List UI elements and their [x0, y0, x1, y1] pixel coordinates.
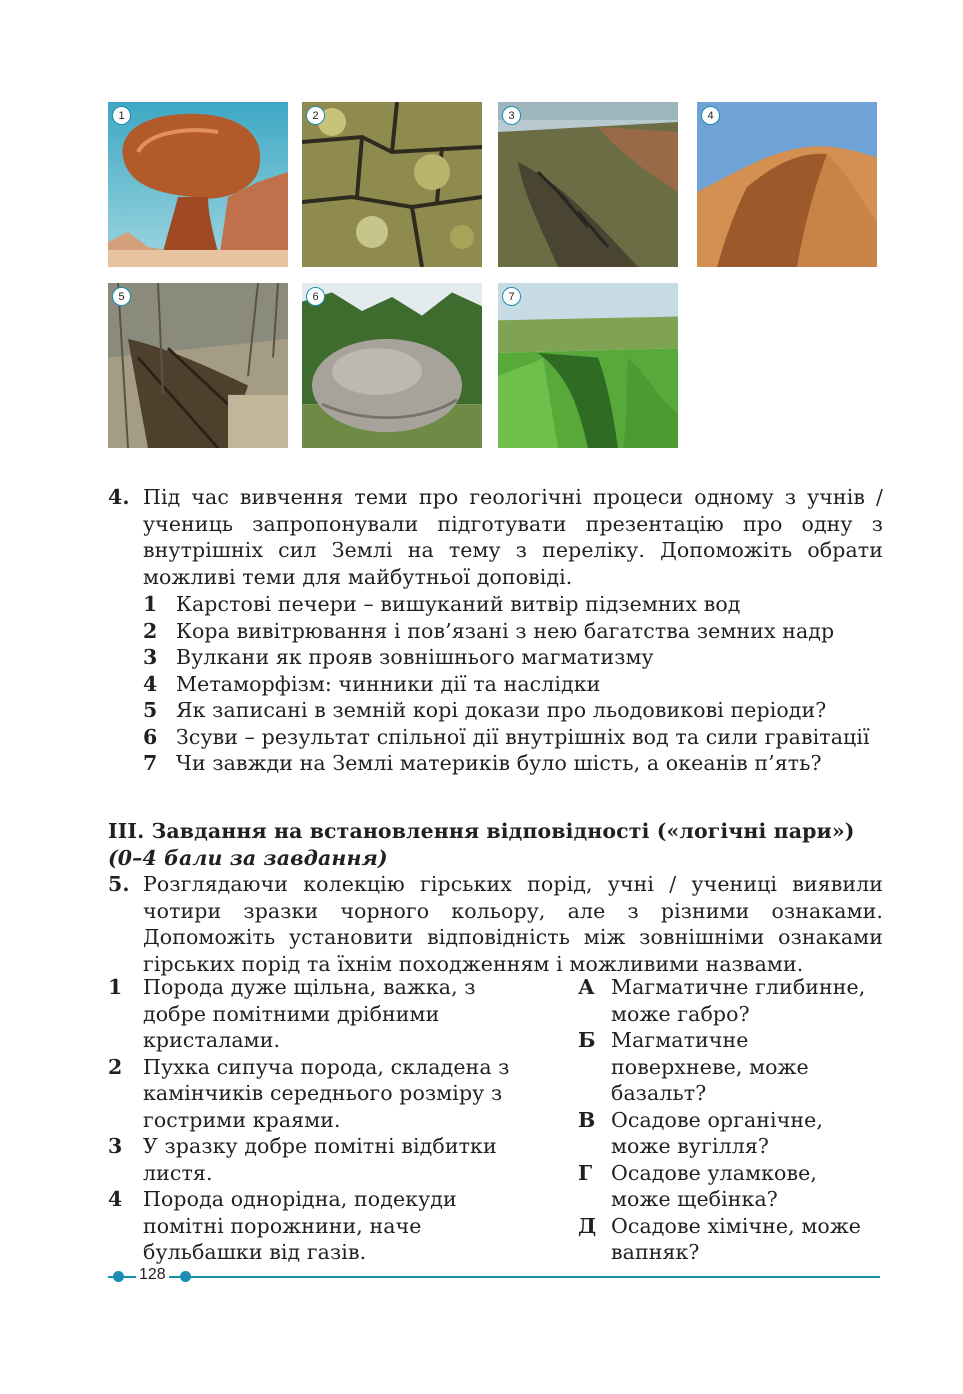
photo-number-badge: 7	[502, 287, 521, 306]
feature-item	[108, 1054, 528, 1134]
question-number: 4.	[108, 485, 130, 509]
photo-3-landslide-cliff	[498, 102, 678, 267]
option-text: Вулкани як прояв зовнішнього магматизму	[176, 645, 654, 669]
photo-number-badge: 4	[701, 106, 720, 125]
feature-number: 3	[108, 1134, 123, 1158]
section-subtitle: (0–4 бали за завдання)	[108, 846, 388, 870]
footer-dot	[113, 1271, 124, 1282]
photo-5-ravine-erosion	[108, 283, 288, 448]
photo-number-badge: 1	[112, 106, 131, 125]
photo-7-green-gully	[498, 283, 678, 448]
photo-6-glacial-boulder	[302, 283, 482, 448]
feature-text: У зразку добре помітні відбитки листя.	[143, 1134, 497, 1185]
option-number: 3	[143, 645, 158, 669]
origin-text: Магматичне поверхневе, може базальт?	[611, 1028, 809, 1105]
feature-number: 1	[108, 975, 123, 999]
question-text: Під час вивчення теми про геологічні процеси одному з учнів / учениць запропонували підготувати презентацію про одну з внутрішніх сил Землі на тему з переліку. Допоможіть обрати можливі теми для майбутньої доповіді.	[143, 485, 883, 589]
option-item	[143, 618, 883, 645]
question-text: Розглядаючи колекцію гірських порід, учні / учениці виявили чотири зразки чорного кольору, але з різними ознаками. Допоможіть установити відповідність між зовнішніми ознаками гірських порід та їхнім походженням і можливими назвами.	[143, 872, 883, 976]
origin-item	[578, 1027, 880, 1107]
feature-text: Порода дуже щільна, важка, з добре помітними дрібними кристалами.	[143, 975, 476, 1052]
feature-text: Пухка сипуча порода, складена з камінчиків середнього розміру з гострими краями.	[143, 1054, 510, 1132]
feature-item	[108, 974, 528, 1054]
option-number: 7	[143, 751, 158, 775]
question-5	[108, 871, 883, 977]
origin-item	[578, 974, 880, 1027]
origin-letter: Д	[578, 1213, 597, 1238]
origin-letter: Г	[578, 1160, 593, 1185]
feature-item	[108, 1186, 528, 1266]
origin-text: Осадове уламкове, може щебінка?	[611, 1160, 817, 1211]
feature-number: 4	[108, 1187, 123, 1211]
photo-number-badge: 6	[306, 287, 325, 306]
option-text: Карстові печери – вишуканий витвір підземних вод	[176, 592, 741, 616]
option-item	[143, 644, 883, 671]
origins-column	[578, 974, 880, 1266]
option-item	[143, 724, 883, 751]
feature-text: Порода однорідна, подекуди помітні порожнини, наче бульбашки від газів.	[143, 1187, 457, 1264]
option-number: 1	[143, 592, 158, 616]
photo-number-badge: 2	[306, 106, 325, 125]
origin-text: Магматичне глибинне, може габро?	[611, 975, 866, 1026]
option-item	[143, 697, 883, 724]
option-item	[143, 591, 883, 618]
photo-2-weathered-stone	[302, 102, 482, 267]
photo-number-badge: 5	[112, 287, 131, 306]
option-number: 4	[143, 671, 158, 696]
origin-letter: В	[578, 1107, 596, 1132]
origin-text: Осадове органічне, може вугілля?	[611, 1107, 823, 1158]
feature-item	[108, 1133, 528, 1186]
photo-4-sand-dune	[697, 102, 877, 267]
photo-number-badge: 3	[502, 106, 521, 125]
option-text: Чи завжди на Землі материків було шість, а океанів п’ять?	[176, 751, 822, 775]
option-item	[143, 750, 883, 777]
option-number: 2	[143, 618, 158, 643]
origin-item	[578, 1160, 880, 1213]
option-number: 5	[143, 698, 158, 722]
photo-1-mushroom-rock	[108, 102, 288, 267]
option-text: Зсуви – результат спільної дії внутрішніх вод та сили гравітації	[176, 724, 870, 749]
option-text: Як записані в земній корі докази про льодовикові періоди?	[176, 698, 827, 722]
origin-letter: А	[578, 975, 595, 999]
page-number: 128	[136, 1266, 169, 1284]
feature-number: 2	[108, 1054, 123, 1079]
origin-item	[578, 1107, 880, 1160]
option-text: Кора вивітрювання і пов’язані з нею багатства земних надр	[176, 618, 835, 643]
question-4	[108, 484, 883, 590]
footer-dot	[180, 1271, 191, 1282]
option-item	[143, 671, 883, 698]
section-title: III. Завдання на встановлення відповідності («логічні пари»)	[108, 819, 855, 843]
question-4-options	[143, 591, 883, 777]
origin-item	[578, 1213, 880, 1266]
origin-letter: Б	[578, 1028, 596, 1052]
option-text: Метаморфізм: чинники дії та наслідки	[176, 671, 601, 696]
features-column	[108, 974, 528, 1266]
option-number: 6	[143, 724, 158, 749]
footer-rule	[108, 1276, 880, 1278]
origin-text: Осадове хімічне, може вапняк?	[611, 1213, 862, 1264]
question-number: 5.	[108, 872, 130, 896]
